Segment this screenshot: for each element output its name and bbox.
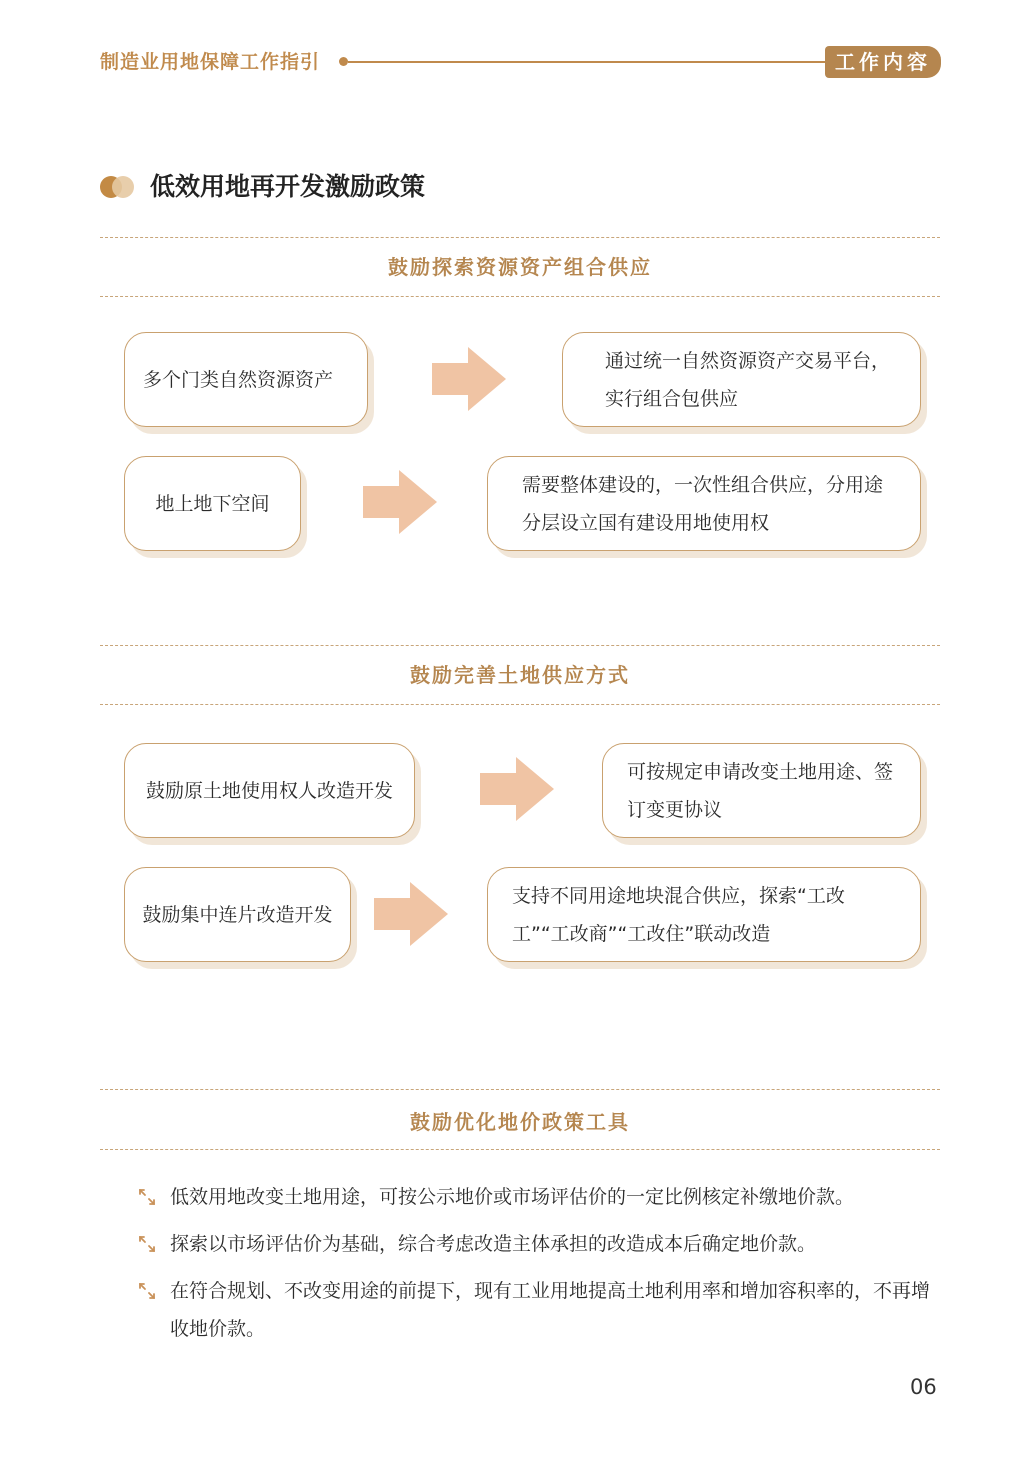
header-dot — [339, 57, 348, 66]
flow-card-source — [124, 743, 415, 838]
bullet-item: 探索以市场评估价为基础，综合考虑改造主体承担的改造成本后确定地价款。 — [170, 1233, 817, 1255]
card-text: 地上地下空间 — [155, 492, 270, 515]
card-text: 支持不同用途地块混合供应，探索“工改工”“工改商”“工改住”联动改造 — [512, 884, 845, 945]
band-title: 鼓励优化地价政策工具 — [410, 1110, 630, 1134]
flow-card-result — [562, 332, 921, 427]
dashed-divider — [100, 645, 940, 646]
dashed-divider — [100, 1089, 940, 1090]
dashed-divider — [100, 1149, 940, 1150]
dashed-divider — [100, 704, 940, 705]
flow-card-result — [602, 743, 921, 838]
section-badge: 工作内容 — [825, 46, 941, 78]
double-dot-icon-overlay — [112, 176, 134, 198]
page-number: 06 — [910, 1375, 937, 1399]
document-title: 制造业用地保障工作指引 — [100, 51, 321, 73]
bullet-item: 低效用地改变土地用途，可按公示地价或市场评估价的一定比例核定补缴地价款。 — [170, 1186, 855, 1208]
dashed-divider — [100, 237, 940, 238]
right-arrow-icon — [432, 347, 506, 411]
flow-card-source — [124, 332, 368, 427]
diagonal-arrows-icon — [138, 1235, 156, 1253]
flow-card-result — [487, 456, 921, 551]
card-text: 鼓励集中连片改造开发 — [142, 903, 333, 926]
card-text: 需要整体建设的，一次性组合供应，分用途分层设立国有建设用地使用权 — [522, 473, 884, 534]
right-arrow-icon — [363, 470, 437, 534]
band-title: 鼓励完善土地供应方式 — [410, 663, 630, 687]
flow-card-source — [124, 456, 301, 551]
dashed-divider — [100, 296, 940, 297]
flow-card-result — [487, 867, 921, 962]
diagonal-arrows-icon — [138, 1188, 156, 1206]
card-text: 通过统一自然资源资产交易平台，实行组合包供应 — [605, 349, 891, 410]
card-text: 可按规定申请改变土地用途、签订变更协议 — [627, 760, 894, 821]
header-rule — [348, 61, 830, 63]
right-arrow-icon — [480, 757, 554, 821]
bullet-item: 在符合规划、不改变用途的前提下，现有工业用地提高土地利用率和增加容积率的，不再增收地价款。 — [170, 1280, 931, 1340]
card-text: 鼓励原土地使用权人改造开发 — [145, 779, 393, 802]
flow-card-source — [124, 867, 351, 962]
diagonal-arrows-icon — [138, 1282, 156, 1300]
card-text: 多个门类自然资源资产 — [143, 368, 334, 391]
right-arrow-icon — [374, 882, 448, 946]
band-title: 鼓励探索资源资产组合供应 — [388, 255, 652, 279]
section-title: 低效用地再开发激励政策 — [150, 172, 426, 201]
